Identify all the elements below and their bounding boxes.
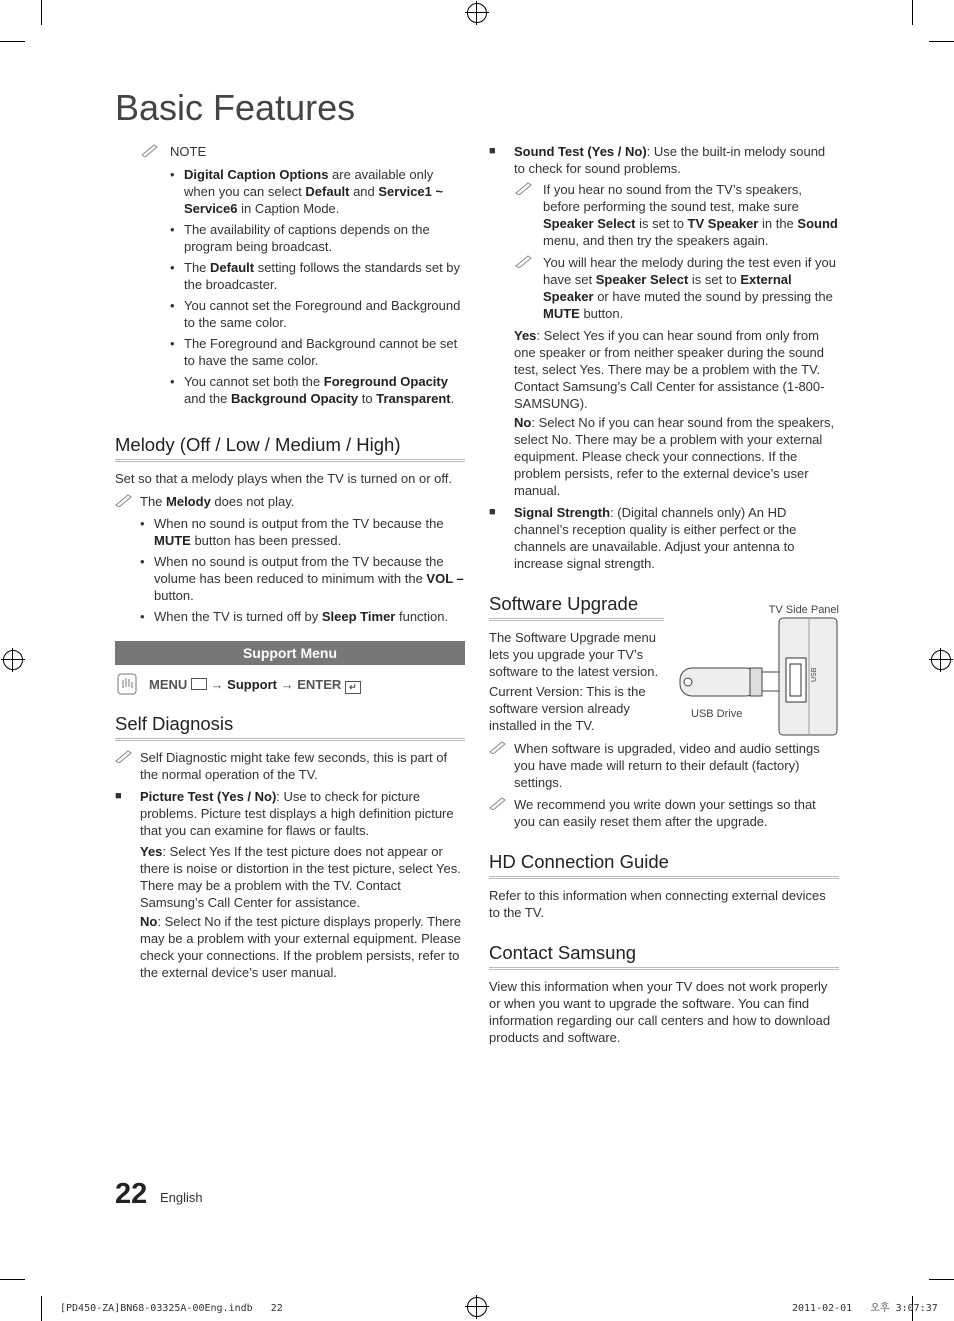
sound-test-text — [514, 144, 825, 176]
emphasis-text: Background Opacity — [231, 391, 359, 406]
sound-note-2 — [489, 254, 839, 322]
body-text: : (Digital channels only) An HD channel’s reception quality is either perfect or the channels are unavailable. Adjust your antenna to increase signal strength. — [514, 505, 797, 571]
support-menu-bar: Support Menu — [115, 641, 465, 665]
melody-note-text — [140, 494, 294, 509]
software-note-2-text: We recommend you write down your settings so that you can easily reset them after the upgrade. — [514, 797, 816, 829]
menu-icon — [191, 678, 207, 690]
emphasis-text: Melody — [166, 494, 211, 509]
software-upgrade-section — [489, 592, 839, 830]
print-footer-file: [PD450-ZA]BN68-03325A-00Eng.indb 22 — [60, 1303, 283, 1314]
note-pencil-icon — [515, 181, 533, 195]
print-footer-date: 2011-02-01 오후 3:07:37 — [792, 1303, 938, 1314]
body-text: in Caption Mode. — [237, 201, 340, 216]
emphasis-text: Signal Strength — [514, 505, 611, 520]
registration-mark-icon — [931, 650, 951, 670]
body-text: setting follows the standards set by the broadcaster. — [184, 260, 461, 292]
page-number: 22 — [115, 1178, 148, 1210]
body-text: : Select Yes if you can hear sound from only from one speaker or from neither speaker during the sound test, select Yes. There may be a problem with the TV. Contact Samsung’s Call Center for assistance (1-800-SAMSUNG). — [514, 328, 825, 411]
usb-port-label: USB — [811, 667, 818, 682]
note-pencil-icon — [489, 796, 507, 810]
note-list — [115, 166, 465, 407]
emphasis-text: Default — [210, 260, 255, 275]
emphasis-text: Picture Test (Yes / No) — [140, 789, 277, 804]
body-text: When the TV is turned off by — [154, 609, 322, 624]
emphasis-text: Yes — [514, 328, 537, 343]
body-text: in the — [758, 216, 798, 231]
tv-side-panel-label: TV Side Panel — [768, 604, 839, 616]
emphasis-text: Yes — [140, 844, 163, 859]
square-bullet-icon: ■ — [115, 790, 122, 802]
page-title: Basic Features — [115, 87, 356, 128]
body-text: and — [349, 184, 379, 199]
emphasis-text: Speaker Select — [595, 272, 689, 287]
body-text: menu, and then try the speakers again. — [543, 233, 769, 248]
emphasis-text: Sound — [797, 216, 838, 231]
emphasis-text: Sound Test (Yes / No) — [514, 144, 647, 159]
crop-mark — [41, 1296, 42, 1321]
sound-test-options — [489, 327, 839, 499]
note-pencil-icon — [115, 749, 133, 763]
emphasis-text: Transparent — [376, 391, 451, 406]
note-item — [170, 335, 465, 369]
square-bullet-icon: ■ — [489, 506, 496, 518]
sound-test-item — [489, 143, 839, 177]
note-item — [170, 166, 465, 217]
note-item — [170, 297, 465, 331]
support-label: Support — [227, 677, 277, 692]
emphasis-text: VOL – — [426, 571, 464, 586]
software-note-2 — [489, 796, 839, 830]
melody-bullet — [140, 515, 465, 549]
body-text: : Select No if the test picture displays properly. There may be a problem with your external equipment. Please check your connections. If the problem persists, refer to the external device’s user manual. — [140, 914, 462, 980]
crop-mark — [0, 1279, 25, 1280]
body-text: is set to — [688, 272, 741, 287]
emphasis-text: MUTE — [154, 533, 191, 548]
body-text: The — [184, 260, 211, 275]
body-text: . — [450, 391, 455, 406]
body-text: : Use to check for picture problems. Picture test displays a high definition picture that you can examine for flaws or faults. — [140, 789, 454, 838]
body-text: : Use the built-in melody sound to check for sound problems. — [514, 144, 826, 176]
body-text: The — [140, 494, 167, 509]
menu-path — [115, 673, 465, 699]
picture-test-item — [115, 788, 465, 839]
hd-connection-guide-heading: HD Connection Guide — [489, 850, 839, 879]
usb-drive-label: USB Drive — [691, 708, 743, 720]
crop-mark — [41, 0, 42, 25]
body-text: button has been pressed. — [190, 533, 342, 548]
melody-bullet — [140, 553, 465, 604]
arrow-text: → — [210, 677, 224, 692]
picture-test-options — [115, 843, 465, 981]
enter-icon: ↵ — [345, 681, 361, 694]
body-text: and the — [184, 391, 231, 406]
crop-mark — [929, 1279, 954, 1280]
note-pencil-icon — [515, 254, 533, 268]
crop-mark — [929, 41, 954, 42]
emphasis-text: Foreground Opacity — [323, 374, 448, 389]
sound-note-1-text — [543, 182, 838, 248]
emphasis-text: Default — [305, 184, 350, 199]
body-text: When no sound is output from the TV because the — [154, 516, 444, 531]
emphasis-text: No — [140, 914, 158, 929]
body-text: : Select Yes If the test picture does not appear or there is noise or distortion in the test picture, select Yes. There may be a problem with the TV. Contact Samsung’s Call Center for assistance. — [140, 844, 461, 910]
contact-samsung-desc: View this information when your TV does not work properly or when you want to upgrade the software. You can find information regarding our call centers and how to download products and software. — [489, 979, 831, 1045]
emphasis-text: External Speaker — [543, 272, 792, 304]
self-diag-note — [115, 749, 465, 783]
picture-test-yes — [140, 843, 465, 911]
software-note-1 — [489, 740, 839, 791]
body-text: to — [358, 391, 377, 406]
hd-connection-guide-desc: Refer to this information when connecting external devices to the TV. — [489, 888, 826, 920]
body-text: When no sound is output from the TV because the volume has been reduced to minimum with the — [154, 554, 444, 586]
body-text: function. — [395, 609, 449, 624]
self-diagnosis-heading: Self Diagnosis — [115, 712, 465, 741]
body-text: The Foreground and Background cannot be set to have the same color. — [184, 336, 458, 368]
body-text: The availability of captions depends on the program being broadcast. — [184, 222, 430, 254]
body-text: does not play. — [210, 494, 295, 509]
note-item — [170, 221, 465, 255]
self-diag-note-text: Self Diagnostic might take few seconds, this is part of the normal operation of the TV. — [140, 750, 448, 782]
melody-bullet — [140, 608, 465, 625]
menu-label: MENU — [149, 677, 188, 692]
square-bullet-icon: ■ — [489, 145, 496, 157]
registration-mark-icon — [467, 1297, 487, 1317]
body-text: are available only when you can select — [184, 167, 434, 199]
melody-bullets — [115, 515, 465, 625]
body-text: If you hear no sound from the TV’s speakers, before performing the sound test, make sure — [543, 182, 802, 214]
registration-mark-icon — [467, 3, 487, 23]
note-pencil-icon — [115, 493, 133, 507]
right-column — [489, 143, 839, 1046]
body-text: You will hear the melody during the test even if you have set — [543, 255, 836, 287]
signal-strength-text — [514, 505, 796, 571]
emphasis-text: Digital Caption Options — [184, 167, 329, 182]
body-text: or have muted the sound by pressing the — [593, 289, 833, 304]
body-text: : Select No if you can hear sound from the speakers, select No. There may be a problem with your external equipment. Please check your connections. If the problem persists, refer to the external device’s user manual. — [514, 415, 835, 498]
software-note-1-text: When software is upgraded, video and audio settings you have made will return to their default (factory) settings. — [514, 741, 820, 790]
sound-test-yes — [514, 327, 839, 412]
emphasis-text: Sleep Timer — [321, 609, 396, 624]
note-pencil-icon — [489, 740, 507, 754]
melody-heading: Melody (Off / Low / Medium / High) — [115, 433, 465, 462]
note-label: NOTE — [170, 144, 207, 159]
emphasis-text: No — [514, 415, 532, 430]
contact-samsung-heading: Contact Samsung — [489, 941, 839, 970]
note-item — [170, 373, 465, 407]
left-column — [115, 143, 465, 981]
registration-mark-icon — [3, 650, 23, 670]
body-text: You cannot set the Foreground and Background to the same color. — [184, 298, 461, 330]
note-pencil-icon — [141, 143, 159, 157]
emphasis-text: Service1 ~ Service6 — [184, 184, 444, 216]
sound-note-1 — [489, 181, 839, 249]
crop-mark — [0, 41, 25, 42]
picture-test-text — [140, 789, 454, 838]
emphasis-text: TV Speaker — [687, 216, 759, 231]
software-upgrade-heading: Software Upgrade — [489, 592, 664, 621]
sound-test-no — [514, 414, 839, 499]
sound-note-2-text — [543, 255, 836, 321]
software-upgrade-text — [489, 629, 664, 734]
note-item — [170, 259, 465, 293]
body-text: button. — [579, 306, 624, 321]
crop-mark — [912, 0, 913, 25]
note-header — [115, 143, 465, 161]
signal-strength-item — [489, 504, 839, 572]
body-text: button. — [154, 588, 194, 603]
emphasis-text: MUTE — [543, 306, 580, 321]
body-text: is set to — [635, 216, 688, 231]
picture-test-no — [140, 913, 465, 981]
body-text: You cannot set both the — [184, 374, 324, 389]
melody-desc: Set so that a melody plays when the TV is turned on or off. — [115, 471, 452, 486]
usb-illustration — [675, 602, 839, 747]
software-upgrade-desc: The Software Upgrade menu lets you upgrade your TV’s software to the latest version. — [489, 630, 659, 679]
emphasis-text: Speaker Select — [543, 216, 636, 231]
melody-note — [115, 493, 465, 510]
menu-path-text — [149, 676, 361, 694]
enter-label: ENTER — [297, 677, 342, 692]
arrow-text: → — [280, 677, 294, 692]
hand-icon — [117, 673, 137, 695]
software-current-version: Current Version: This is the software version already installed in the TV. — [489, 684, 646, 733]
page-language: English — [160, 1190, 203, 1205]
